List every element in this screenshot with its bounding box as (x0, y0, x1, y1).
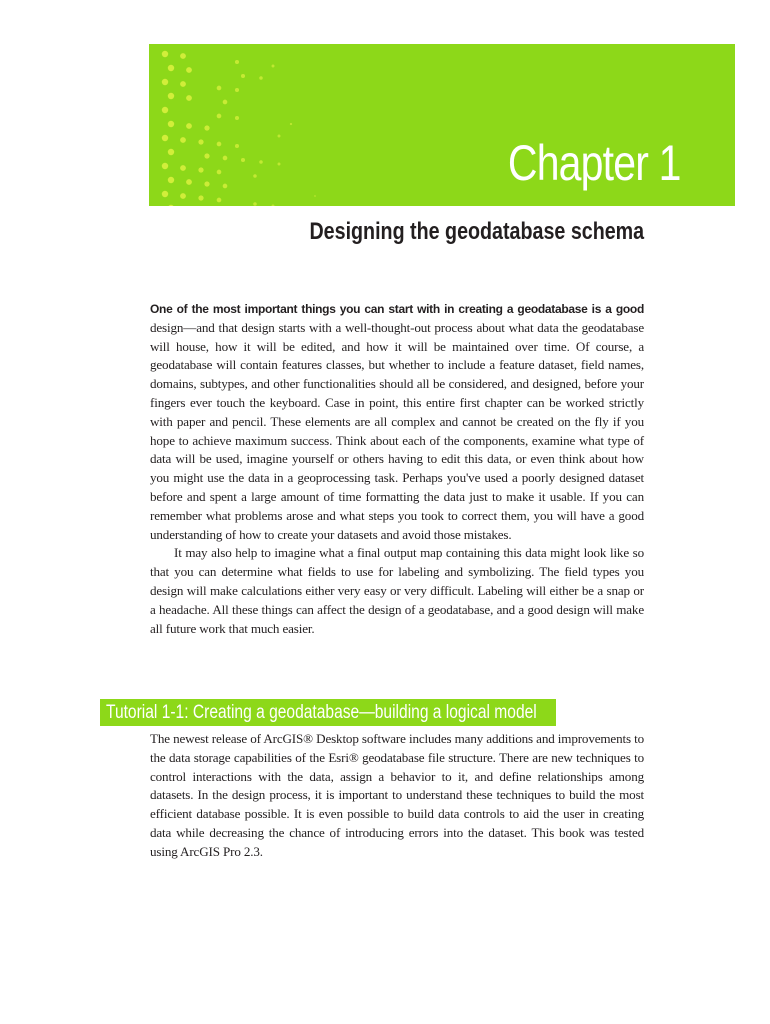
decorative-dot (259, 76, 263, 80)
decorative-dot (168, 93, 174, 99)
tutorial-paragraph: The newest release of ArcGIS® Desktop software includes many additions and improvements to the data storage capabilities of the Esri® geodatabase file structure. There are new techniques to control interactions with the data, assign a behavior to it, and define relationships among datasets. In the design process, it is important to understand these techniques to build the most efficient database possible. It is even possible to build data controls to aid the user in creating data while decreasing the chance of introducing errors into the dataset. This book was tested using ArcGIS Pro 2.3. (150, 731, 644, 859)
chapter-label: Chapter 1 (508, 135, 681, 191)
decorative-dot (272, 65, 275, 68)
decorative-dot (204, 153, 209, 158)
decorative-dot (162, 135, 168, 141)
decorative-dot (180, 137, 186, 143)
chapter-subtitle: Designing the geodatabase schema (309, 218, 644, 245)
decorative-dot (198, 139, 203, 144)
decorative-dot (198, 167, 203, 172)
decorative-dot (241, 74, 245, 78)
decorative-dot (235, 116, 239, 120)
decorative-dot (235, 88, 239, 92)
decorative-dot (223, 184, 228, 189)
intro-section (150, 300, 644, 638)
decorative-dot (278, 135, 281, 138)
decorative-dot (253, 174, 257, 178)
decorative-dot (180, 81, 186, 87)
decorative-dot (186, 67, 192, 73)
decorative-dot (253, 202, 257, 206)
decorative-dot (162, 191, 168, 197)
decorative-dot (223, 100, 228, 105)
decorative-dot (186, 95, 192, 101)
decorative-dot (180, 53, 186, 59)
intro-paragraph-1-text: design—and that design starts with a well-thought-out process about what data the geodatabase will house, how it will be edited, and how it will be maintained over time. Of course, a geodatabase will contain features classes, but whether to include a feature dataset, field names, domains, subtypes, and other functionalities should all be considered, and designed, before your fingers ever touch the keyboard. Case in point, this entire first chapter can be worked strictly with paper and pencil. These elements are all complex and cannot be created on the fly if you hope to achieve maximum success. Think about each of the components, examine what type of data will be used, imagine yourself or others having to edit this data, or even think about how you might use the data in a geoprocessing task. Perhaps you've used a poorly designed dataset before and spent a large amount of time formatting the data just to make it usable. If you can remember what problems arose and what steps you took to correct them, you will have a good understanding of how to create your datasets and avoid those mistakes. (150, 319, 644, 542)
decorative-dot (272, 205, 275, 206)
decorative-dot (278, 163, 281, 166)
decorative-dot (217, 198, 222, 203)
decorative-dot (223, 156, 228, 161)
decorative-dot (204, 125, 209, 130)
decorative-dot (198, 195, 203, 200)
decorative-dot (217, 114, 222, 119)
tutorial-heading: Tutorial 1-1: Creating a geodatabase—building a logical model (106, 702, 537, 723)
decorative-dot (180, 165, 186, 171)
decorative-dot (162, 107, 168, 113)
decorative-dot (241, 158, 245, 162)
decorative-dot (217, 86, 222, 91)
decorative-dot (186, 123, 192, 129)
decorative-dot (168, 149, 174, 155)
decorative-dot (235, 144, 239, 148)
decorative-dot (235, 60, 239, 64)
tutorial-section (150, 730, 644, 862)
decorative-dot (162, 79, 168, 85)
decorative-dot (314, 195, 316, 197)
intro-paragraph-2: It may also help to imagine what a final output map containing this data might look like so that you can determine what fields to use for labeling and symbolizing. The field types you design will make calculations either very easy or very difficult. Labeling will either be a snap or a headache. All these things can affect the design of a geodatabase, and a good design will make all future work that much easier. (150, 545, 644, 636)
decorative-dot (186, 179, 192, 185)
decorative-dot (168, 205, 174, 206)
decorative-dot (162, 51, 168, 57)
decorative-dot (168, 121, 174, 127)
decorative-dot (290, 123, 292, 125)
decorative-dot (162, 163, 168, 169)
intro-paragraph-1 (150, 300, 644, 544)
decorative-dot (204, 181, 209, 186)
intro-lead-sentence: One of the most important things you can start with in creating a geodatabase is a good (150, 302, 644, 316)
decorative-dot (168, 65, 174, 71)
decorative-dot (217, 170, 222, 175)
decorative-dot (168, 177, 174, 183)
decorative-dot (217, 142, 222, 147)
decorative-dot (259, 160, 263, 164)
decorative-dot (180, 193, 186, 199)
